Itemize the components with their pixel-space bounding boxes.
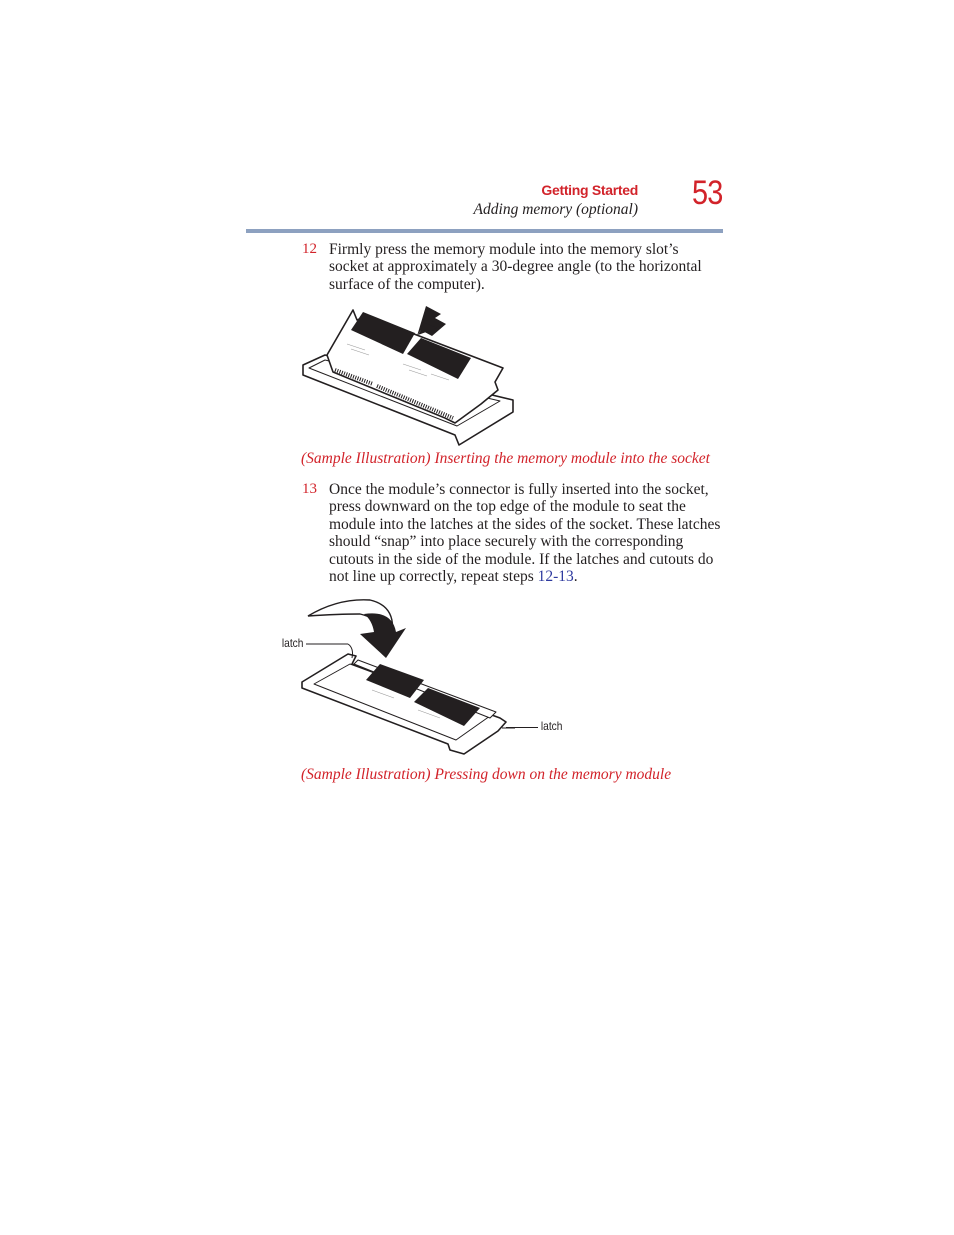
figure-caption: (Sample Illustration) Inserting the memory module into the socket (301, 450, 710, 467)
step-link-12[interactable]: 12 (537, 568, 554, 586)
section-title: Getting Started (541, 182, 638, 198)
latch-label: latch (281, 636, 304, 650)
step-number: 13 (302, 481, 317, 497)
step-text-body: Once the module’s connector is fully inserted into the socket, press downward on the top edge of the module to seat the module into the latches at the sides of the socket. These latches should “snap” into place securely with the corresponding cutouts in the side of the module. If the latches and cutouts do not line up correctly, repeat steps (329, 481, 721, 586)
step-text (329, 481, 721, 585)
header-rule (246, 229, 723, 233)
step-text: Firmly press the memory module into the memory slot’s socket at approximately a 30-degree angle (to the horizontal surface of the computer). (329, 241, 702, 293)
subsection-title: Adding memory (optional) (473, 201, 638, 218)
page-number: 53 (692, 174, 723, 212)
step-link-13[interactable]: 13 (558, 568, 574, 586)
step-number: 12 (302, 241, 317, 257)
memory-module-press-illustration (300, 594, 515, 766)
memory-module-insertion-illustration (295, 300, 520, 452)
link-separator: - (553, 568, 559, 586)
step-text-end: . (573, 568, 578, 586)
figure-caption: (Sample Illustration) Pressing down on the memory module (301, 766, 672, 783)
latch-leader (506, 727, 538, 728)
latch-label: latch (540, 719, 563, 733)
